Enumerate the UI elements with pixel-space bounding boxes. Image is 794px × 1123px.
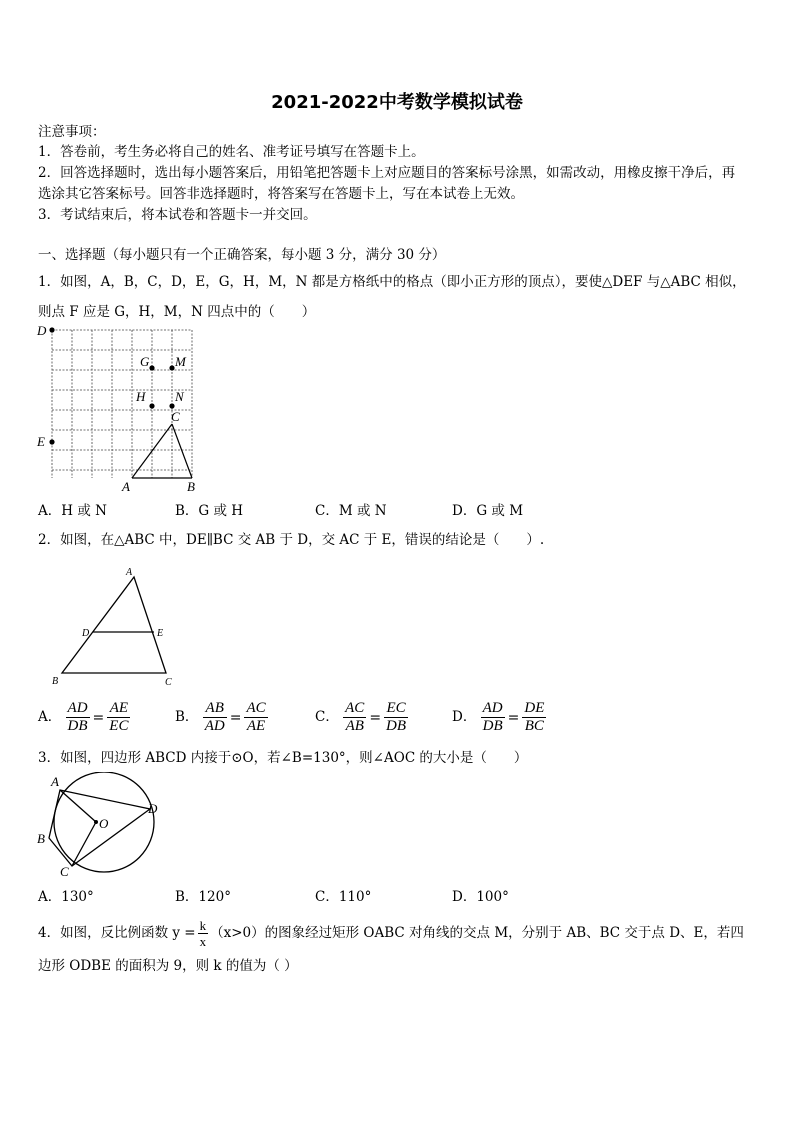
point-e (49, 439, 54, 444)
question-1-grid-figure (34, 322, 204, 494)
fraction-right: $\frac{DE}{BC}$ (524, 700, 545, 734)
label-d: D (82, 628, 90, 639)
point-d (49, 327, 54, 332)
equals-sign: = (369, 709, 382, 726)
question-3-option-b[interactable]: B．120° (175, 889, 231, 905)
center-o-point (94, 820, 98, 824)
option-letter: D． (452, 709, 477, 725)
fraction-right: $\frac{EC}{DB}$ (386, 700, 407, 734)
question-1-option-b[interactable]: B．G 或 H (175, 503, 244, 519)
question-2-option-d[interactable] (452, 700, 546, 735)
label-d: D (37, 323, 47, 338)
question-2-option-c[interactable] (315, 700, 408, 735)
label-b: B (187, 479, 195, 494)
label-c: C (165, 677, 172, 688)
question-1-option-a[interactable]: A．H 或 N (38, 503, 107, 519)
notice-item-2-line-2: 选涂其它答案标号。回答非选择题时，将答案写在答题卡上，写在本试卷上无效。 (38, 186, 524, 202)
question-3-option-a[interactable]: A．130° (38, 889, 94, 905)
stem-prefix: 4．如图，反比例函数 y = (38, 925, 196, 941)
question-4-stem-line-2: 边形 ODBE 的面积为 9，则 k 的值为（ ） (38, 958, 298, 974)
question-3-circle-figure (34, 772, 164, 880)
equals-sign: = (92, 709, 105, 726)
label-g: G (140, 354, 150, 369)
question-2-triangle-figure (48, 564, 188, 692)
label-e: E (157, 628, 164, 639)
label-o: O (99, 816, 109, 831)
label-b: B (37, 831, 45, 846)
question-2-stem: 2．如图，在△ABC 中，DE∥BC 交 AB 于 D，交 AC 于 E，错误的结论是（ ）. (38, 532, 545, 548)
question-2-option-a[interactable] (38, 700, 130, 735)
question-1-stem-line-1: 1．如图，A，B，C，D，E，G，H，M，N 都是方格纸中的格点（即小正方形的顶点），要使△DEF 与△ABC 相似， (38, 274, 746, 290)
point-n (169, 403, 174, 408)
equals-sign: = (229, 709, 242, 726)
option-letter: B． (175, 709, 199, 725)
label-h: H (136, 389, 146, 404)
question-1-option-c[interactable]: C．M 或 N (315, 503, 387, 519)
label-a: A (51, 774, 59, 789)
fraction-left: $\frac{AD}{DB}$ (67, 700, 88, 734)
label-m: M (175, 354, 186, 369)
question-2-option-b[interactable] (175, 700, 268, 735)
question-3-stem: 3．如图，四边形 ABCD 内接于⊙O，若∠B=130°，则∠AOC 的大小是（ ） (38, 750, 528, 766)
label-c: C (171, 409, 180, 424)
notice-heading: 注意事项： (38, 124, 106, 140)
label-n: N (175, 389, 184, 404)
question-1-stem-line-2: 则点 F 应是 G，H，M，N 四点中的（ ） (38, 304, 316, 320)
option-letter: A． (38, 709, 62, 725)
segment-ao (60, 790, 96, 822)
point-h (149, 403, 154, 408)
point-m (169, 365, 174, 370)
notice-item-3: 3．考试结束后，将本试卷和答题卡一并交回。 (38, 207, 317, 223)
stem-suffix: （x>0）的图象经过矩形 OABC 对角线的交点 M，分别于 AB、BC 交于点 D、E，若四 (210, 925, 744, 941)
fraction-left: $\frac{AD}{DB}$ (482, 700, 503, 734)
label-d: D (148, 801, 158, 816)
exam-title: 2021-2022中考数学模拟试卷 (271, 92, 523, 113)
label-a: A (126, 567, 133, 578)
fraction-k-over-x: $\frac{k}{x}$ (199, 918, 207, 949)
label-e: E (37, 434, 45, 449)
option-letter: C． (315, 709, 339, 725)
question-3-option-c[interactable]: C．110° (315, 889, 372, 905)
fraction-left: $\frac{AC}{AB}$ (345, 700, 365, 734)
fraction-right: $\frac{AE}{EC}$ (109, 700, 129, 734)
label-b: B (52, 676, 59, 687)
equals-sign: = (507, 709, 520, 726)
point-g (149, 365, 154, 370)
fraction-right: $\frac{AC}{AE}$ (246, 700, 266, 734)
question-4-stem-line-1 (38, 918, 744, 949)
label-c: C (60, 864, 69, 879)
label-a: A (122, 479, 130, 494)
notice-item-2-line-1: 2．回答选择题时，选出每小题答案后，用铅笔把答题卡上对应题目的答案标号涂黑，如需改动，用橡皮擦干净后，再 (38, 165, 736, 181)
fraction-left: $\frac{AB}{AD}$ (204, 700, 225, 734)
triangle-abc (62, 577, 166, 673)
section-heading: 一、选择题（每小题只有一个正确答案，每小题 3 分，满分 30 分） (38, 247, 446, 263)
notice-item-1: 1．答卷前，考生务必将自己的姓名、准考证号填写在答题卡上。 (38, 144, 425, 160)
question-1-option-d[interactable]: D．G 或 M (452, 503, 524, 519)
segment-oc (72, 822, 96, 866)
question-3-option-d[interactable]: D．100° (452, 889, 509, 905)
